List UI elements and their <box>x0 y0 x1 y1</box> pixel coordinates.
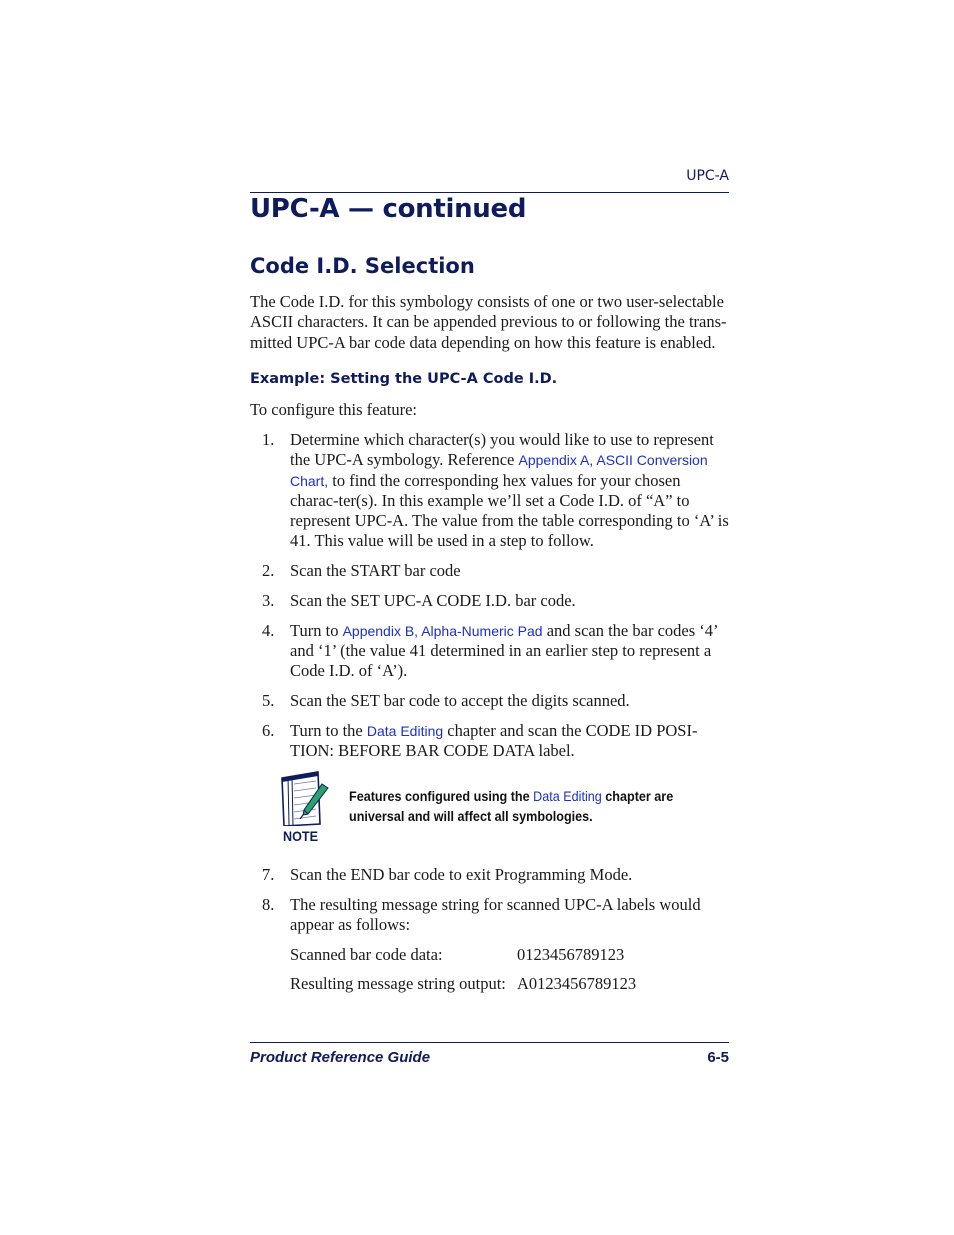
note-label: NOTE <box>283 828 319 844</box>
appendix-a-link[interactable]: Appendix A, ASCII Conversion Chart, <box>290 452 708 489</box>
list-item <box>250 561 732 581</box>
example-heading: Example: Setting the UPC-A Code I.D. <box>250 371 558 387</box>
steps-list-continued <box>250 865 732 945</box>
footer-page-number: 6-5 <box>707 1049 729 1066</box>
list-item <box>250 691 732 711</box>
step-number: 3. <box>262 591 275 611</box>
scanned-data-row <box>290 945 624 965</box>
appendix-b-link[interactable]: Appendix B, Alpha-Numeric Pad <box>342 622 543 639</box>
intro-paragraph: The Code I.D. for this symbology consists of one or two user-selectable ASCII characters. It can be appended previous to or following the trans-mitted UPC-A bar code data depending on how this feature is enabled. <box>250 292 727 352</box>
step-number: 4. <box>262 620 275 640</box>
list-item <box>250 621 732 682</box>
step-text: and scan the bar codes ‘4’ and ‘1’ (the value 41 determined in an earlier step to represent a Code I.D. of ‘A’). <box>290 620 718 681</box>
step-number: 5. <box>262 691 275 711</box>
footer-rule <box>250 1042 729 1043</box>
scanned-data-label: Scanned bar code data: <box>290 945 443 964</box>
step-text: Scan the START bar code <box>290 561 461 581</box>
note-text-part: Features configured using the <box>349 788 534 804</box>
step-text: Scan the END bar code to exit Programming Mode. <box>290 865 633 884</box>
step-text: Turn to the <box>290 721 367 741</box>
step-text: Scan the SET bar code to accept the digits scanned. <box>290 691 630 711</box>
list-item <box>250 591 732 611</box>
step-number: 8. <box>262 894 275 914</box>
list-item <box>250 721 732 762</box>
step-text: Scan the SET UPC-A CODE I.D. bar code. <box>290 591 576 611</box>
steps-list <box>250 430 732 771</box>
step-number: 6. <box>262 721 275 741</box>
step-text: Turn to <box>290 620 343 640</box>
page-title: UPC-A — continued <box>250 194 527 224</box>
step-number: 7. <box>262 865 275 884</box>
step-text: The resulting message string for scanned UPC-A labels would appear as follows: <box>290 894 701 935</box>
configure-text: To configure this feature: <box>250 400 417 419</box>
step-number: 1. <box>262 430 275 449</box>
step-text: to find the corresponding hex values for your chosen charac-ter(s). In this example we’ll set a Code I.D. of “A” to represent UPC-A. The value from the table corresponding to ‘A’ is 41. This value will be used in a step to follow. <box>290 470 729 551</box>
step-text: Determine which character(s) you would like to use to represent the UPC-A symbology. Reference <box>290 430 714 470</box>
note-text-part: chapter are universal and will affect all symbologies. <box>349 788 674 824</box>
list-item <box>250 865 732 885</box>
running-head: UPC-A <box>686 168 729 184</box>
footer-guide-title: Product Reference Guide <box>250 1049 431 1066</box>
list-item <box>250 430 732 552</box>
header-rule <box>250 192 729 193</box>
note-data-editing-link[interactable]: Data Editing <box>533 788 602 804</box>
list-item <box>250 895 732 936</box>
step-text: chapter and scan the CODE ID POSI-TION: BEFORE BAR CODE DATA label. <box>290 721 698 761</box>
output-string-label: Resulting message string output: <box>290 974 506 993</box>
output-string-value: A0123456789123 <box>517 974 637 993</box>
note-text <box>349 787 718 826</box>
data-editing-link[interactable]: Data Editing <box>366 723 444 740</box>
step-number: 2. <box>262 561 275 581</box>
output-string-row <box>290 974 636 994</box>
section-title: Code I.D. Selection <box>250 254 475 278</box>
scanned-data-value: 0123456789123 <box>517 945 625 964</box>
notepad-pen-icon <box>278 770 330 826</box>
